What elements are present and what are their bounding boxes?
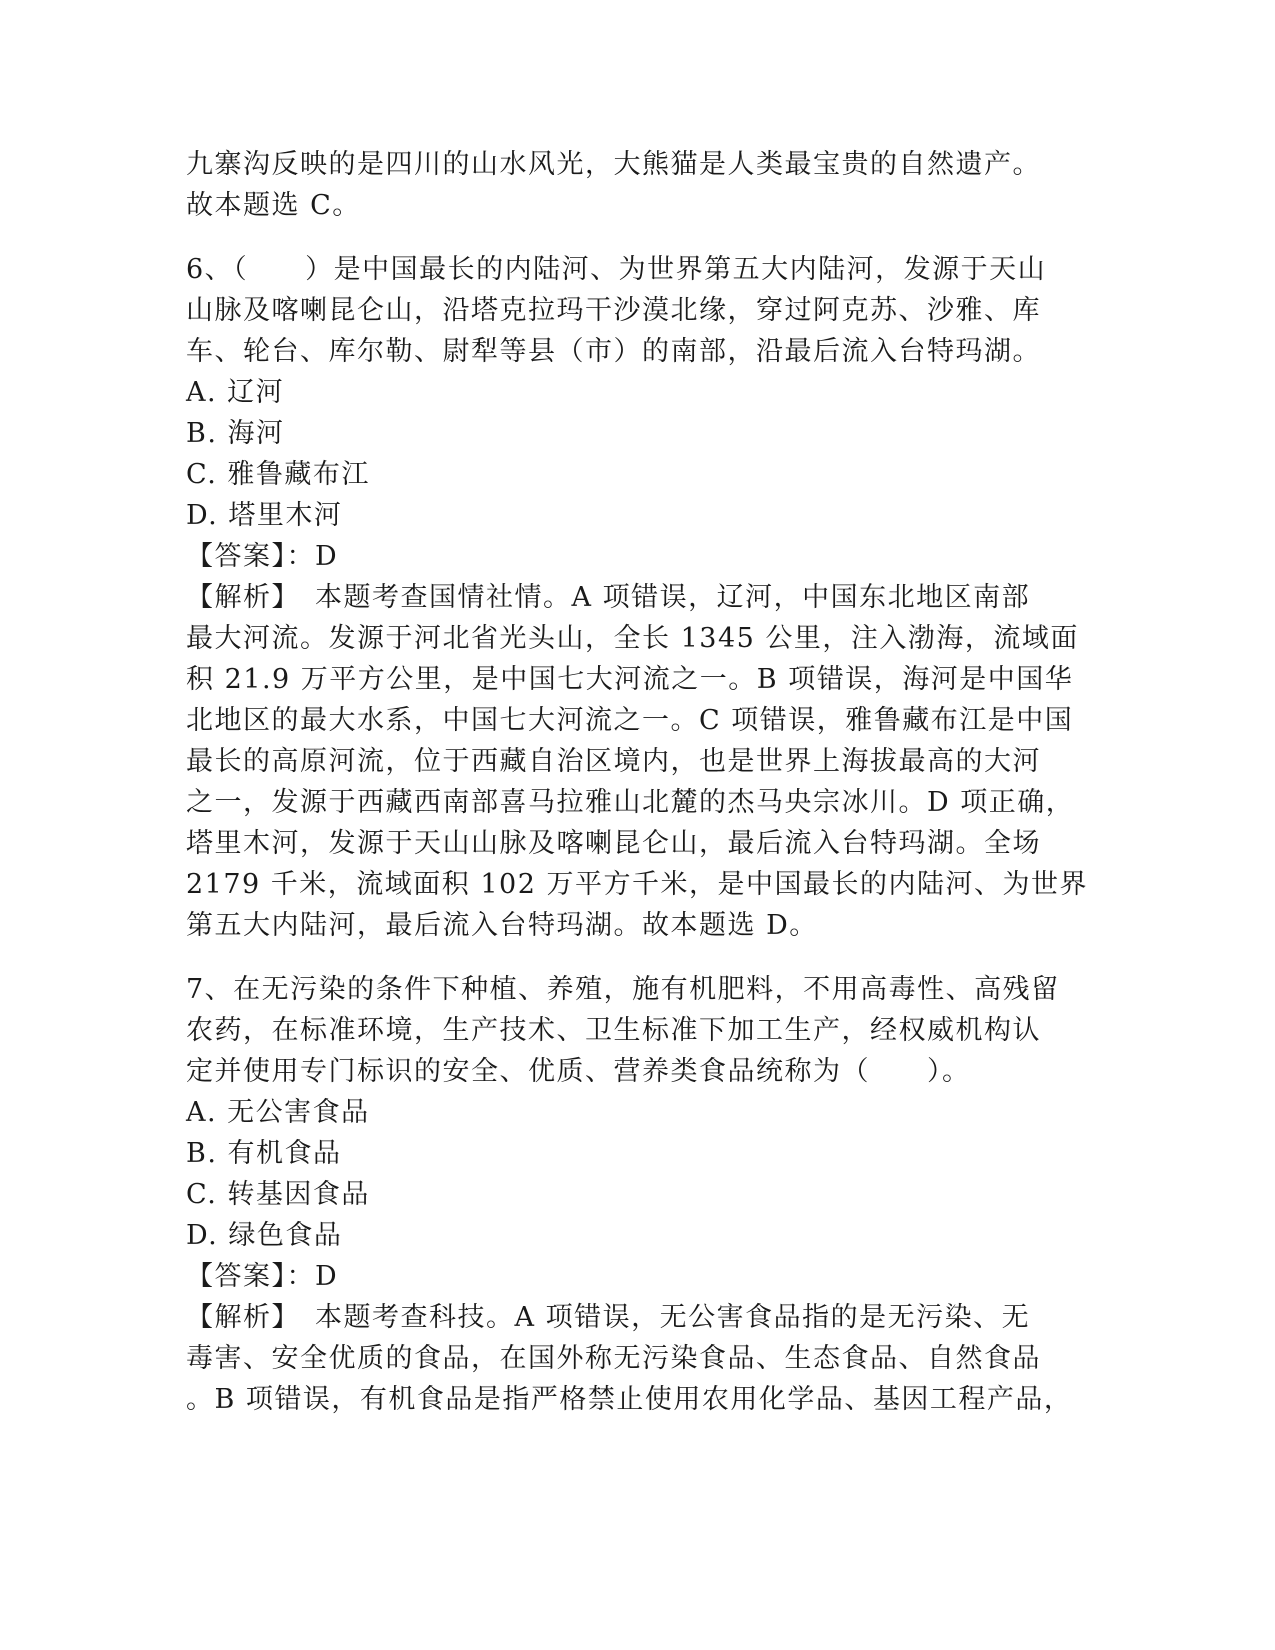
question-7-stem: 7、在无污染的条件下种植、养殖，施有机肥料，不用高毒性、高残留 [186, 974, 1060, 1005]
document-page [186, 144, 1086, 1420]
question-6-analysis: 塔里木河，发源于天山山脉及喀喇昆仑山，最后流入台特玛湖。全场 [186, 828, 1041, 859]
question-6-option-b: B. 海河 [186, 418, 285, 449]
question-6-analysis: 2179 千米，流域面积 102 万平方千米，是中国最长的内陆河、为世界 [186, 869, 1088, 900]
question-7-analysis: 。B 项错误，有机食品是指严格禁止使用农用化学品、基因工程产品， [186, 1384, 1073, 1415]
question-6-answer: 【答案】：D [186, 541, 339, 572]
question-6-option-a: A. 辽河 [186, 377, 285, 408]
question-7-analysis: 【解析】 本题考查科技。A 项错误，无公害食品指的是无污染、无 [186, 1302, 1031, 1333]
paragraph-gap [186, 226, 1086, 249]
question-7-option-c: C. 转基因食品 [186, 1179, 370, 1210]
text-line: 故本题选 C。 [186, 190, 361, 221]
question-6-stem: 车、轮台、库尔勒、尉犁等县（市）的南部，沿最后流入台特玛湖。 [186, 336, 1041, 367]
question-7-stem: 定并使用专门标识的安全、优质、营养类食品统称为（ ）。 [186, 1056, 971, 1087]
question-6-analysis: 第五大内陆河，最后流入台特玛湖。故本题选 D。 [186, 910, 818, 941]
question-7-answer: 【答案】：D [186, 1261, 339, 1292]
text-line: 九寨沟反映的是四川的山水风光，大熊猫是人类最宝贵的自然遗产。 [186, 149, 1041, 180]
question-6-analysis: 最长的高原河流，位于西藏自治区境内，也是世界上海拔最高的大河 [186, 746, 1041, 777]
question-6-analysis: 之一，发源于西藏西南部喜马拉雅山北麓的杰马央宗冰川。D 项正确， [186, 787, 1075, 818]
question-6-analysis: 最大河流。发源于河北省光头山，全长 1345 公里，注入渤海，流域面 [186, 623, 1079, 654]
question-6-analysis: 北地区的最大水系，中国七大河流之一。C 项错误，雅鲁藏布江是中国 [186, 705, 1074, 736]
question-7-stem: 农药，在标准环境，生产技术、卫生标准下加工生产，经权威机构认 [186, 1015, 1041, 1046]
question-6-stem: 6、（ ）是中国最长的内陆河、为世界第五大内陆河，发源于天山 [186, 254, 1047, 285]
question-7-option-b: B. 有机食品 [186, 1138, 342, 1169]
paragraph-gap [186, 946, 1086, 969]
question-6-analysis: 【解析】 本题考查国情社情。A 项错误，辽河，中国东北地区南部 [186, 582, 1031, 613]
question-6-stem: 山脉及喀喇昆仑山，沿塔克拉玛干沙漠北缘，穿过阿克苏、沙雅、库 [186, 295, 1041, 326]
question-7-option-d: D. 绿色食品 [186, 1220, 343, 1251]
question-6-option-c: C. 雅鲁藏布江 [186, 459, 370, 490]
question-7-analysis: 毒害、安全优质的食品，在国外称无污染食品、生态食品、自然食品 [186, 1343, 1041, 1374]
question-6-option-d: D. 塔里木河 [186, 500, 343, 531]
question-6-analysis: 积 21.9 万平方公里，是中国七大河流之一。B 项错误，海河是中国华 [186, 664, 1074, 695]
question-7-option-a: A. 无公害食品 [186, 1097, 370, 1128]
